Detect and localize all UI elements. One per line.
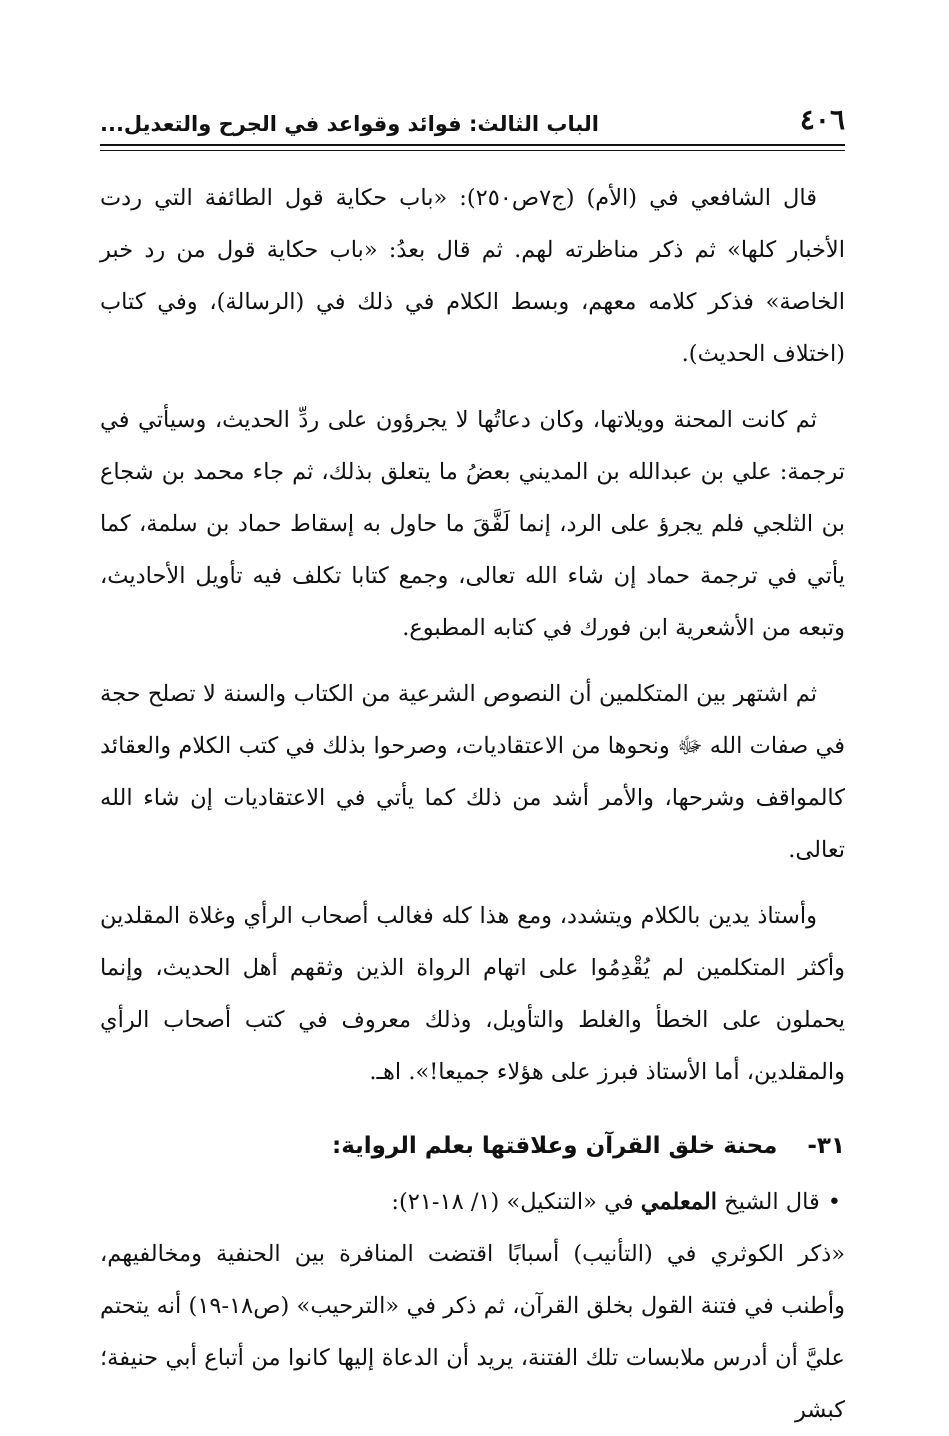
quoted-paragraph: «ذكر الكوثري في (التأنيب) أسبابًا اقتضت المنافرة بين الحنفية ومخالفيهم، وأطنب في فتنة القول بخلق القرآن، ثم ذكر في «الترحيب» (ص١٨-١٩) أنه يتحتم عليَّ أن أدرس ملابسات تلك الفتنة، يريد أن الدعاة إليها كانوا من أتباع أبي حنيفة؛ كبشر	[100, 1241, 846, 1423]
paragraph: وأستاذ يدين بالكلام ويتشدد، ومع هذا كله فغالب أصحاب الرأي وغلاة المقلدين وأكثر المتكلمين لم يُقْدِمُوا على اتهام الرواة الذين وثقهم أهل الحديث، وإنما يحملون على الخطأ والغلط والتأويل، وذلك معروف في كتب أصحاب الرأي والمقلدين، أما الأستاذ فبرز على هؤلاء جميعا!». اهـ.	[100, 903, 845, 1085]
paragraph: ثم كانت المحنة وويلاتها، وكان دعاتُها لا يجرؤون على ردِّ الحديث، وسيأتي في ترجمة: علي بن عبدالله بن المديني بعضُ ما يتعلق بذلك، ثم جاء محمد بن شجاع بن الثلجي فلم يجرؤ على الرد، إنما لَفَّقَ ما حاول به إسقاط حماد بن سلمة، كما يأتي في ترجمة حماد إن شاء الله تعالى، وجمع كتابا تكلف فيه تأويل الأحاديث، وتبعه من الأشعرية ابن فورك في كتابه المطبوع.	[100, 407, 845, 641]
section-number: ٣١-	[807, 1133, 845, 1159]
header-rule-thin	[100, 150, 845, 151]
paragraph: ثم اشتهر بين المتكلمين أن النصوص الشرعية من الكتاب والسنة لا تصلح حجة في صفات الله ﷻ ونحوها من الاعتقاديات، وصرحوا بذلك في كتب الكلام والعقائد كالمواقف وشرحها، والأمر أشد من ذلك كما يأتي في الاعتقاديات إن شاء الله تعالى.	[100, 681, 845, 863]
quoted-author: المعلمي	[640, 1189, 717, 1215]
page-body	[100, 172, 845, 1436]
section-title: محنة خلق القرآن وعلاقتها بعلم الرواية:	[332, 1133, 778, 1159]
page-header	[100, 92, 845, 136]
section-heading	[100, 1120, 845, 1172]
quote-intro-before: قال الشيخ	[724, 1189, 820, 1215]
bullet-icon: •	[827, 1189, 841, 1215]
page-number: ٤٠٦	[799, 103, 845, 136]
running-title: الباب الثالث: فوائد وقواعد في الجرح والتعديل...	[100, 112, 600, 136]
paragraph: قال الشافعي في (الأم) (ج٧ص٢٥٠): «باب حكاية قول الطائفة التي ردت الأخبار كلها» ثم ذكر مناظرته لهم. ثم قال بعدُ: «باب حكاية قول من رد خبر الخاصة» فذكر كلامه معهم، وبسط الكلام في ذلك في (الرسالة)، وفي كتاب (اختلاف الحديث).	[100, 185, 845, 367]
quote-intro	[100, 1176, 845, 1228]
header-rule	[100, 144, 845, 146]
quote-intro-after: في «التنكيل» (١/ ١٨-٢١):	[391, 1189, 634, 1215]
